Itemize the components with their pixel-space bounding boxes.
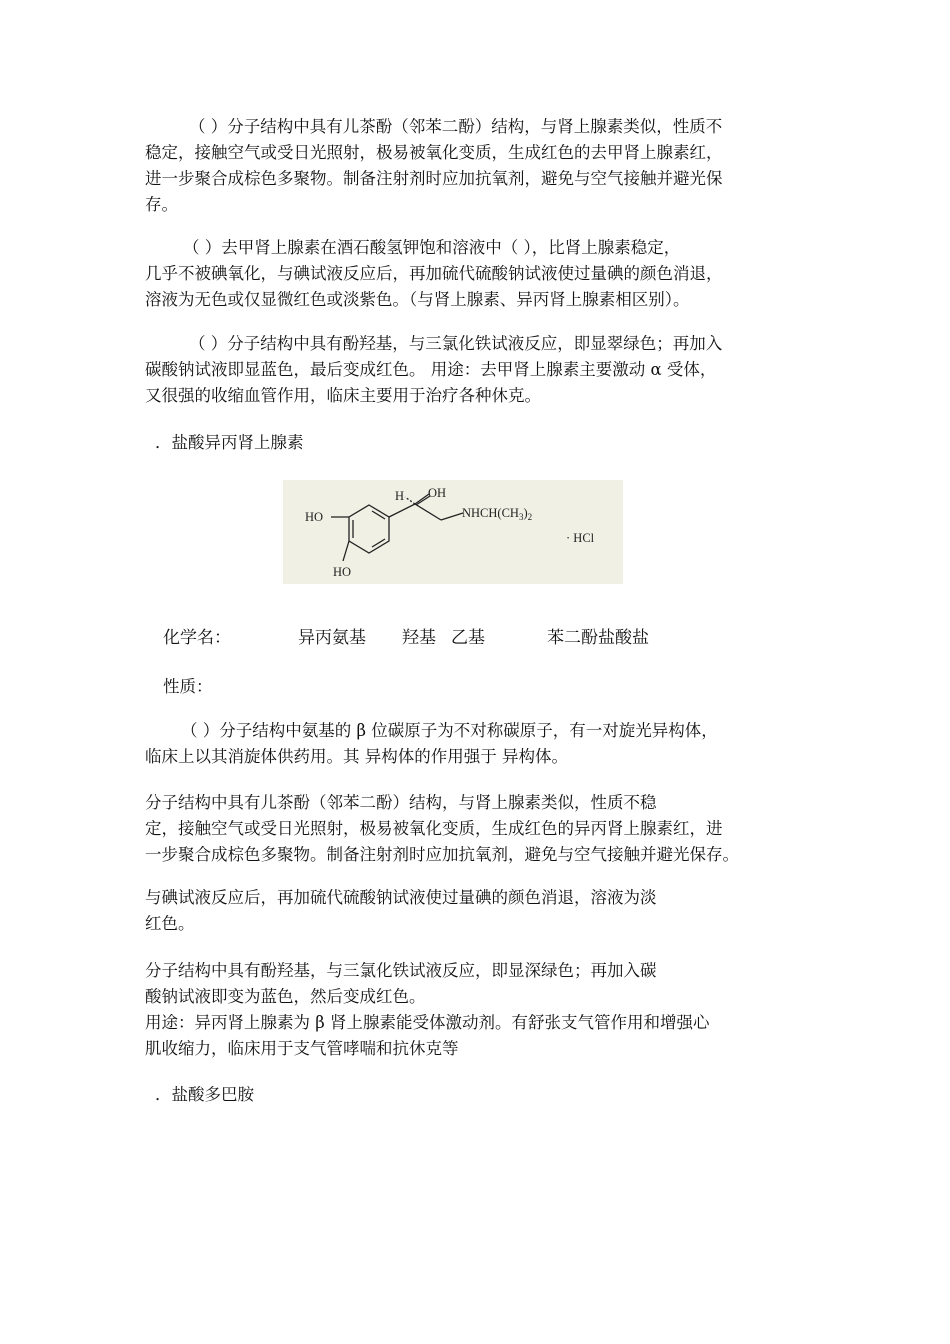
text-line: 与碘试液反应后，再加硫代硫酸钠试液使过量碘的颜色消退，溶液为淡 (145, 888, 657, 907)
noradrenaline-iodine-paragraph (145, 235, 811, 313)
structure-diagram (283, 480, 623, 584)
chem-name-part: 苯二酚盐酸盐 (547, 628, 649, 648)
text-line: 临床上以其消旋体供药用。其 异构体的作用强于 异构体。 (145, 747, 568, 766)
dopamine-heading: ．盐酸多巴胺 (155, 1085, 254, 1104)
chemical-name-label: 化学名： (163, 628, 231, 648)
text-line: 肌收缩力，临床用于支气管哮喘和抗休克等 (145, 1039, 459, 1058)
subscript-3: 3 (518, 512, 524, 522)
text-line: 溶液为无色或仅显微红色或淡紫色。（与肾上腺素、异丙肾上腺素相区别）。 (145, 290, 690, 309)
text-line: 红色。 (145, 914, 195, 933)
chem-name-part: 乙基 (451, 628, 485, 648)
isoprenaline-stability-paragraph (145, 790, 811, 868)
text-line: 碳酸钠试液即显蓝色，最后变成红色。 用途：去甲肾上腺素主要激动 α 受体， (145, 360, 717, 379)
text-line: 一步聚合成棕色多聚物。制备注射剂时应加抗氧剂，避免与空气接触并避光保存。 (145, 845, 739, 864)
close-paren: ) (523, 506, 528, 520)
benzene-ring (349, 505, 389, 553)
text-line: 用途：异丙肾上腺素为 β 肾上腺素能受体激动剂。有舒张支气管作用和增强心 (145, 1013, 710, 1032)
isoprenaline-ferric-paragraph (145, 958, 811, 1062)
amino-group-text: NHCH(CH (462, 506, 519, 520)
text-line: 定，接触空气或受日光照射，极易被氧化变质，生成红色的异丙肾上腺素红，进 (145, 819, 723, 838)
isoprenaline-isomer-paragraph (145, 718, 811, 770)
text-line: 进一步聚合成棕色多聚物。制备注射剂时应加抗氧剂，避免与空气接触并避光保 (145, 169, 723, 188)
text-line: （ ）分子结构中氨基的 β 位碳原子为不对称碳原子，有一对旋光异构体， (181, 721, 718, 740)
isoprenaline-structure-figure (283, 480, 623, 584)
chem-name-part: 羟基 (402, 628, 436, 648)
properties-label: 性质： (163, 677, 213, 696)
hcl-label: · HCl (566, 531, 595, 545)
text-line: 分子结构中具有酚羟基，与三氯化铁试液反应，即显深绿色；再加入碳 (145, 961, 657, 980)
subscript-2: 2 (527, 512, 533, 522)
ho-bottom-label: HO (333, 565, 352, 579)
oh-label: OH (428, 486, 447, 500)
text-line: 存。 (145, 195, 178, 214)
text-line: （ ）分子结构中具有儿茶酚（邻苯二酚）结构，与肾上腺素类似，性质不 (189, 117, 723, 136)
noradrenaline-stability-paragraph (145, 114, 811, 218)
isoprenaline-heading: ．盐酸异丙肾上腺素 (155, 433, 304, 452)
text-line: （ ）去甲肾上腺素在酒石酸氢钾饱和溶液中（ ），比肾上腺素稳定， (183, 238, 681, 257)
ho-left-label: HO (305, 510, 324, 524)
noradrenaline-ferric-paragraph (145, 331, 811, 409)
chem-name-part: 异丙氨基 (298, 628, 366, 648)
h-label: H (395, 489, 405, 503)
text-line: 又很强的收缩血管作用，临床主要用于治疗各种休克。 (145, 386, 541, 405)
text-line: （ ）分子结构中具有酚羟基，与三氯化铁试液反应，即显翠绿色；再加入 (189, 334, 723, 353)
text-line: 几乎不被碘氧化，与碘试液反应后，再加硫代硫酸钠试液使过量碘的颜色消退， (145, 264, 723, 283)
text-line: 稳定，接触空气或受日光照射，极易被氧化变质，生成红色的去甲肾上腺素红， (145, 143, 723, 162)
text-line: 分子结构中具有儿茶酚（邻苯二酚）结构，与肾上腺素类似，性质不稳 (145, 793, 657, 812)
amino-group-label (462, 506, 532, 522)
isoprenaline-iodine-paragraph (145, 885, 811, 937)
text-line: 酸钠试液即变为蓝色，然后变成红色。 (145, 987, 426, 1006)
